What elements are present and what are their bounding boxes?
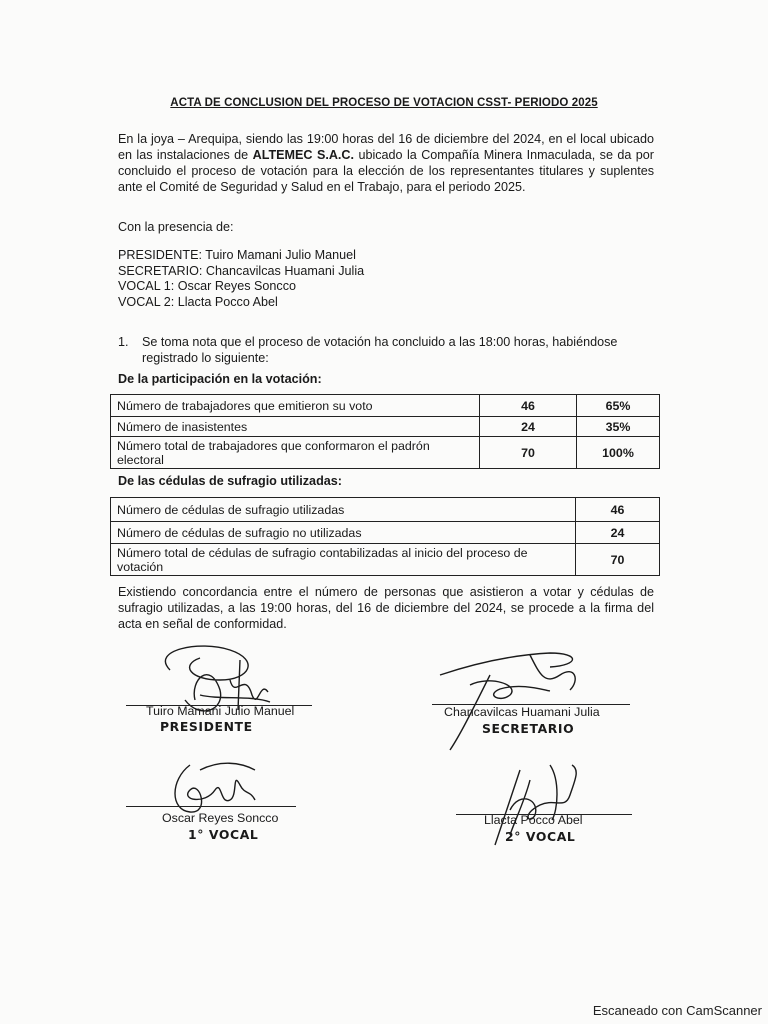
company-name: ALTEMEC S.A.C. bbox=[252, 148, 355, 162]
member-president: PRESIDENTE: Tuiro Mamani Julio Manuel bbox=[118, 248, 356, 262]
table-cell-count: 70 bbox=[480, 437, 577, 469]
table-cell-percent: 65% bbox=[577, 395, 660, 417]
table-row bbox=[111, 395, 660, 417]
signature-role-vocal-2: 2° VOCAL bbox=[505, 829, 576, 844]
ballots-table bbox=[110, 497, 660, 576]
document-title: ACTA DE CONCLUSION DEL PROCESO DE VOTACION CSST- PERIODO 2025 bbox=[170, 97, 598, 109]
item-1-text: Se toma nota que el proceso de votación ha concluido a las 18:00 horas, habiéndose registrado lo siguiente: bbox=[142, 335, 618, 365]
signature-role-president: PRESIDENTE bbox=[160, 719, 253, 734]
participation-table bbox=[110, 394, 660, 469]
table-cell-label: Número de trabajadores que emitieron su voto bbox=[111, 395, 480, 417]
ballots-heading: De las cédulas de sufragio utilizadas: bbox=[118, 474, 342, 488]
presence-label: Con la presencia de: bbox=[118, 220, 234, 234]
table-cell-count: 70 bbox=[576, 544, 660, 576]
table-cell-count: 24 bbox=[480, 417, 577, 437]
member-secretary: SECRETARIO: Chancavilcas Huamani Julia bbox=[118, 263, 365, 278]
table-cell-count: 24 bbox=[576, 522, 660, 544]
table-cell-label: Número de cédulas de sufragio no utilizadas bbox=[111, 522, 576, 544]
closing-paragraph: Existiendo concordancia entre el número de personas que asistieron a votar y cédulas de sufragio utilizadas, a las 19:00 horas, del 16 de diciembre del 2024, se procede a la firma del acta en señal de conformidad. bbox=[118, 585, 654, 631]
item-1-number: 1. bbox=[118, 335, 129, 349]
table-cell-count: 46 bbox=[480, 395, 577, 417]
table-cell-label: Número de cédulas de sufragio utilizadas bbox=[111, 498, 576, 522]
table-row bbox=[111, 417, 660, 437]
member-vocal-2: VOCAL 2: Llacta Pocco Abel bbox=[118, 294, 278, 309]
intro-text-1: En la joya – Arequipa, siendo las 19:00 horas del 16 de diciembre del 2024, en el local ubicado en las instalaciones de bbox=[118, 132, 654, 162]
camscanner-watermark: Escaneado con CamScanner bbox=[592, 1003, 762, 1018]
intro-text-2: ubicado la Compañía Minera Inmaculada, se da por concluido el proceso de votación para la elección de los representantes titulares y suplentes ante el Comité de Seguridad y Salud en el Trabajo, para el periodo 2025. bbox=[118, 148, 654, 194]
signature-name-vocal-1: Oscar Reyes Soncco bbox=[162, 811, 279, 825]
signature-name-vocal-2: Llacta Pocco Abel bbox=[484, 813, 583, 827]
table-row bbox=[111, 437, 660, 469]
table-cell-label: Número total de trabajadores que conformaron el padrón electoral bbox=[111, 437, 480, 469]
member-vocal-1: VOCAL 1: Oscar Reyes Soncco bbox=[118, 279, 297, 293]
signature-role-secretary: SECRETARIO bbox=[482, 721, 575, 736]
signature-line-vocal-1 bbox=[126, 806, 296, 807]
participation-heading: De la participación en la votación: bbox=[118, 372, 322, 386]
table-row bbox=[111, 498, 660, 522]
signature-secretary-icon bbox=[430, 645, 600, 755]
table-cell-count: 46 bbox=[576, 498, 660, 522]
table-row bbox=[111, 544, 660, 576]
signature-name-president: Tuiro Mamani Julio Manuel bbox=[146, 704, 295, 718]
intro-paragraph bbox=[118, 131, 654, 195]
table-cell-percent: 100% bbox=[577, 437, 660, 469]
table-cell-percent: 35% bbox=[577, 417, 660, 437]
signature-name-secretary: Chancavilcas Huamani Julia bbox=[444, 705, 600, 719]
table-cell-label: Número total de cédulas de sufragio contabilizadas al inicio del proceso de votación bbox=[111, 544, 576, 576]
members-list bbox=[118, 248, 364, 310]
table-row bbox=[111, 522, 660, 544]
table-cell-label: Número de inasistentes bbox=[111, 417, 480, 437]
signature-role-vocal-1: 1° VOCAL bbox=[188, 827, 259, 842]
